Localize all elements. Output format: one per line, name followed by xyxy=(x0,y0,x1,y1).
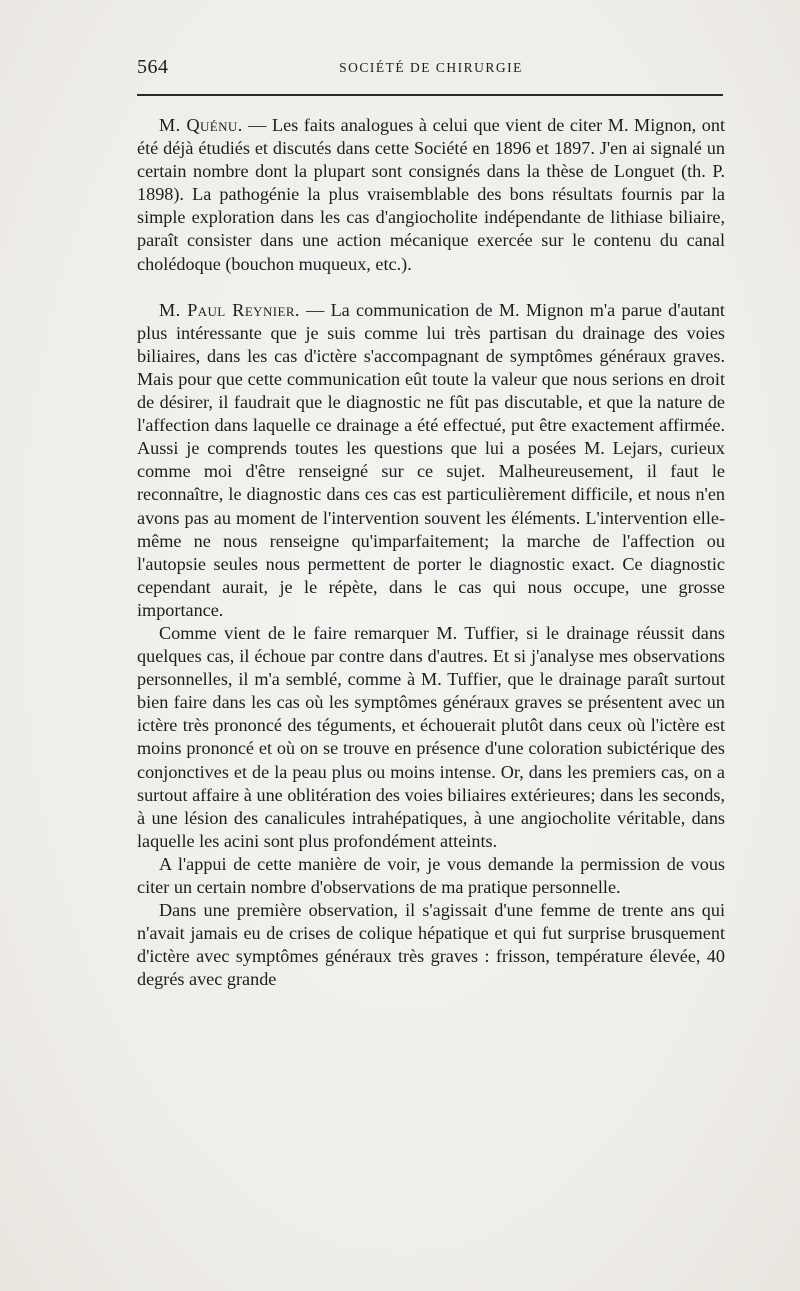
speaker-name: M. Quénu. xyxy=(159,115,243,135)
paragraph-text: — Les faits analogues à celui que vient de citer M. Mignon, ont été déjà étudiés et discutés dans cette Société en 1896 et 1897. J'en ai signalé un certain nombre dont la plupart sont consignés dans la thèse de Longuet (th. P. 1898). La pathogénie la plus vraisemblable des bons résultats fournis par la simple exploration dans les cas d'angiocholite indépendante de lithiase biliaire, paraît consister dans une action mécanique exercée sur le contenu du canal cholédoque (bouchon muqueux, etc.). xyxy=(137,115,726,274)
paragraph: Dans une première observation, il s'agissait d'une femme de trente ans qui n'avait jamais eu de crises de colique hépatique et qui fut surprise brusquement d'ictère avec symptômes généraux très graves : frisson, température élevée, 40 degrés avec grande xyxy=(137,900,725,990)
paragraph: Comme vient de le faire remarquer M. Tuffier, si le drainage réussit dans quelques cas, il échoue par contre dans d'autres. Et si j'analyse mes observations personnelles, il m'a semblé, comme à M. Tuffier, que le drainage paraît surtout bien faire dans les cas où les symptômes généraux graves se présentent avec un ictère très prononcé des téguments, et échouerait plutôt dans ceux où l'ictère est moins prononcé et où on se trouve en présence d'une coloration subictérique des conjonctives et de la peau plus ou moins intense. Or, dans les premiers cas, on a surtout affaire à une oblitération des voies biliaires extérieures; dans les seconds, à une lésion des canalicules intrahépatiques, à une angiocholite véritable, dans laquelle les acini sont plus profondément atteints. xyxy=(137,622,725,851)
paragraph-text: — La communication de M. Mignon m'a parue d'autant plus intéressante que je suis comme lui très partisan du drainage des voies biliaires, dans les cas d'ictère s'accompagnant de symptômes généraux graves. Mais pour que cette communication eût toute la valeur que nous serions en droit de désirer, il faudrait que le diagnostic ne fût pas discutable, et que la nature de l'affection dans laquelle ce drainage a été effectué, put être exactement affirmée. Aussi je comprends toutes les questions que lui a posées M. Lejars, curieux comme moi d'être renseigné sur ce sujet. Malheureusement, il faut le reconnaître, le diagnostic dans ces cas est particulièrement difficile, et nous n'en avons pas au moment de l'intervention souvent les éléments. L'intervention elle-même ne nous renseigne qu'imparfaitement; la marche de l'affection ou l'autopsie seules nous permettent de porter le diagnostic exact. Ce diagnostic cependant aurait, je le répète, dans le cas qui nous occupe, une grosse importance. xyxy=(137,299,725,620)
paragraph: A l'appui de cette manière de voir, je vous demande la permission de vous citer un certain nombre d'observations de ma pratique personnelle. xyxy=(137,853,725,897)
paragraph-quenu xyxy=(137,114,725,276)
page-number: 564 xyxy=(137,56,169,78)
paragraph-reynier xyxy=(137,299,725,622)
body-text xyxy=(137,114,725,991)
speaker-name: M. Paul Reynier. xyxy=(159,299,300,320)
page-header xyxy=(137,56,725,86)
running-head: SOCIÉTÉ DE CHIRURGIE xyxy=(339,60,523,75)
header-rule xyxy=(137,94,723,96)
